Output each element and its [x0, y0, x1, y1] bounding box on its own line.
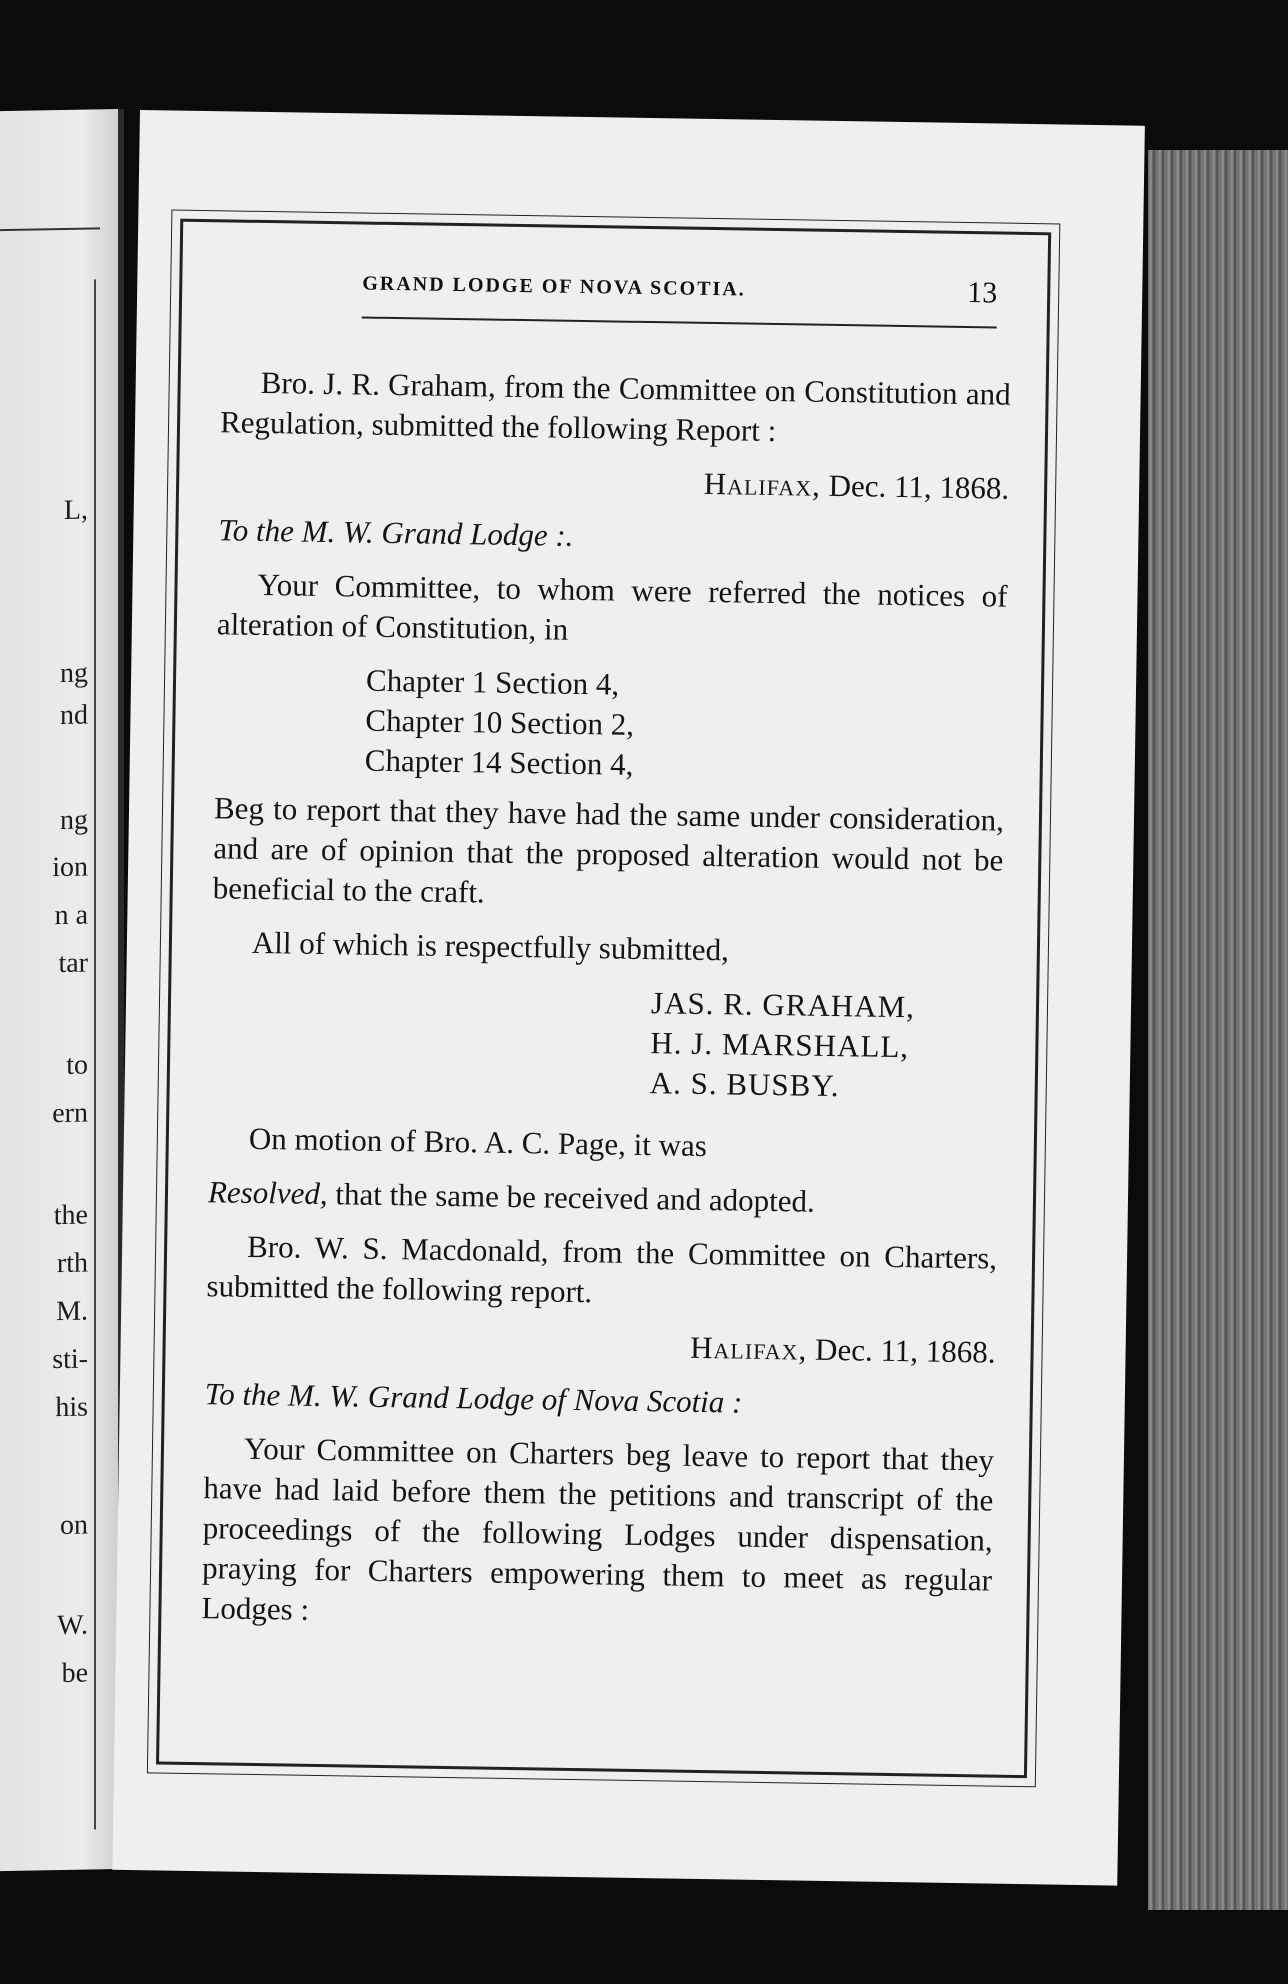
left-fragment: ern: [52, 1097, 88, 1130]
left-page: [0, 109, 124, 1871]
signature: JAS. R. GRAHAM,: [650, 985, 916, 1025]
signature: H. J. MARSHALL,: [650, 1025, 910, 1065]
committee-paragraph: Your Committee, to whom were referred the notices of alteration of Constitution, in: [216, 566, 1008, 647]
left-fragment: W.: [57, 1609, 88, 1642]
chapter-item: Chapter 1 Section 4,: [365, 662, 620, 702]
dateline-2-place: Halifax,: [689, 1329, 808, 1367]
resolved-line: [208, 1172, 999, 1224]
book-page-edges: [1148, 150, 1288, 1910]
report-paragraph: Beg to report that they have had the same under consideration, and are of opinion that the proposed alteration would not be beneficial to the craft.: [212, 790, 1005, 910]
page-body: [201, 362, 1011, 1654]
page-number: 13: [966, 276, 998, 310]
chapter-item: Chapter 14 Section 4,: [364, 742, 634, 782]
left-fragment: rth: [56, 1247, 88, 1280]
dateline-2: [205, 1320, 996, 1372]
left-fragment: his: [55, 1391, 88, 1424]
dateline-2-date: Dec. 11, 1868.: [807, 1331, 996, 1370]
left-fragment: L,: [63, 494, 88, 526]
motion-line: On motion of Bro. A. C. Page, it was: [248, 1120, 708, 1164]
left-fragment: to: [66, 1049, 88, 1081]
left-fragment: tar: [58, 947, 88, 980]
dateline-1-place: Halifax,: [703, 465, 822, 503]
signature-block: [649, 983, 1001, 1108]
chapter-item: Chapter 10 Section 2,: [365, 702, 635, 742]
left-fragment: be: [61, 1657, 88, 1690]
submitted-line: All of which is respectfully submitted,: [251, 924, 730, 968]
left-page-border: [94, 279, 96, 1829]
chapter-list: [364, 661, 1006, 791]
macdonald-intro: Bro. W. S. Macdonald, from the Committee on Charters, submitted the following report.: [206, 1228, 998, 1310]
page-frame: [156, 219, 1051, 1778]
left-fragment: ion: [52, 851, 88, 884]
salutation-1: To the M. W. Grand Lodge :.: [218, 512, 574, 553]
right-page: [112, 110, 1145, 1886]
charters-paragraph: Your Committee on Charters beg leave to report that they have had laid before them the petitions and transcript of the proceedings of the following Lodges under dispensation, praying for Charters empowering them to meet as regular Lodges :: [201, 1430, 995, 1627]
left-fragment: nd: [60, 699, 88, 732]
left-page-rule: [0, 227, 100, 231]
resolved-word: Resolved,: [207, 1174, 328, 1212]
graham-intro: Bro. J. R. Graham, from the Committee on Constitution and Regulation, submitted the following Report :: [219, 364, 1011, 449]
dateline-1-date: Dec. 11, 1868.: [820, 467, 1010, 506]
left-fragment: the: [53, 1199, 88, 1232]
salutation-2: To the M. W. Grand Lodge of Nova Scotia :: [204, 1376, 743, 1420]
left-fragment: ng: [60, 804, 88, 837]
signature: A. S. BUSBY.: [649, 1065, 840, 1104]
running-header: [362, 265, 998, 329]
resolved-text: that the same be received and adopted.: [327, 1176, 816, 1219]
left-fragment: n a: [54, 899, 88, 932]
dateline-1: [219, 456, 1010, 508]
left-fragment: ng: [60, 657, 88, 690]
left-fragment: sti-: [52, 1343, 88, 1376]
left-fragment: M.: [56, 1295, 88, 1328]
running-title: GRAND LODGE OF NOVA SCOTIA.: [362, 272, 746, 301]
left-fragment: on: [60, 1509, 88, 1542]
